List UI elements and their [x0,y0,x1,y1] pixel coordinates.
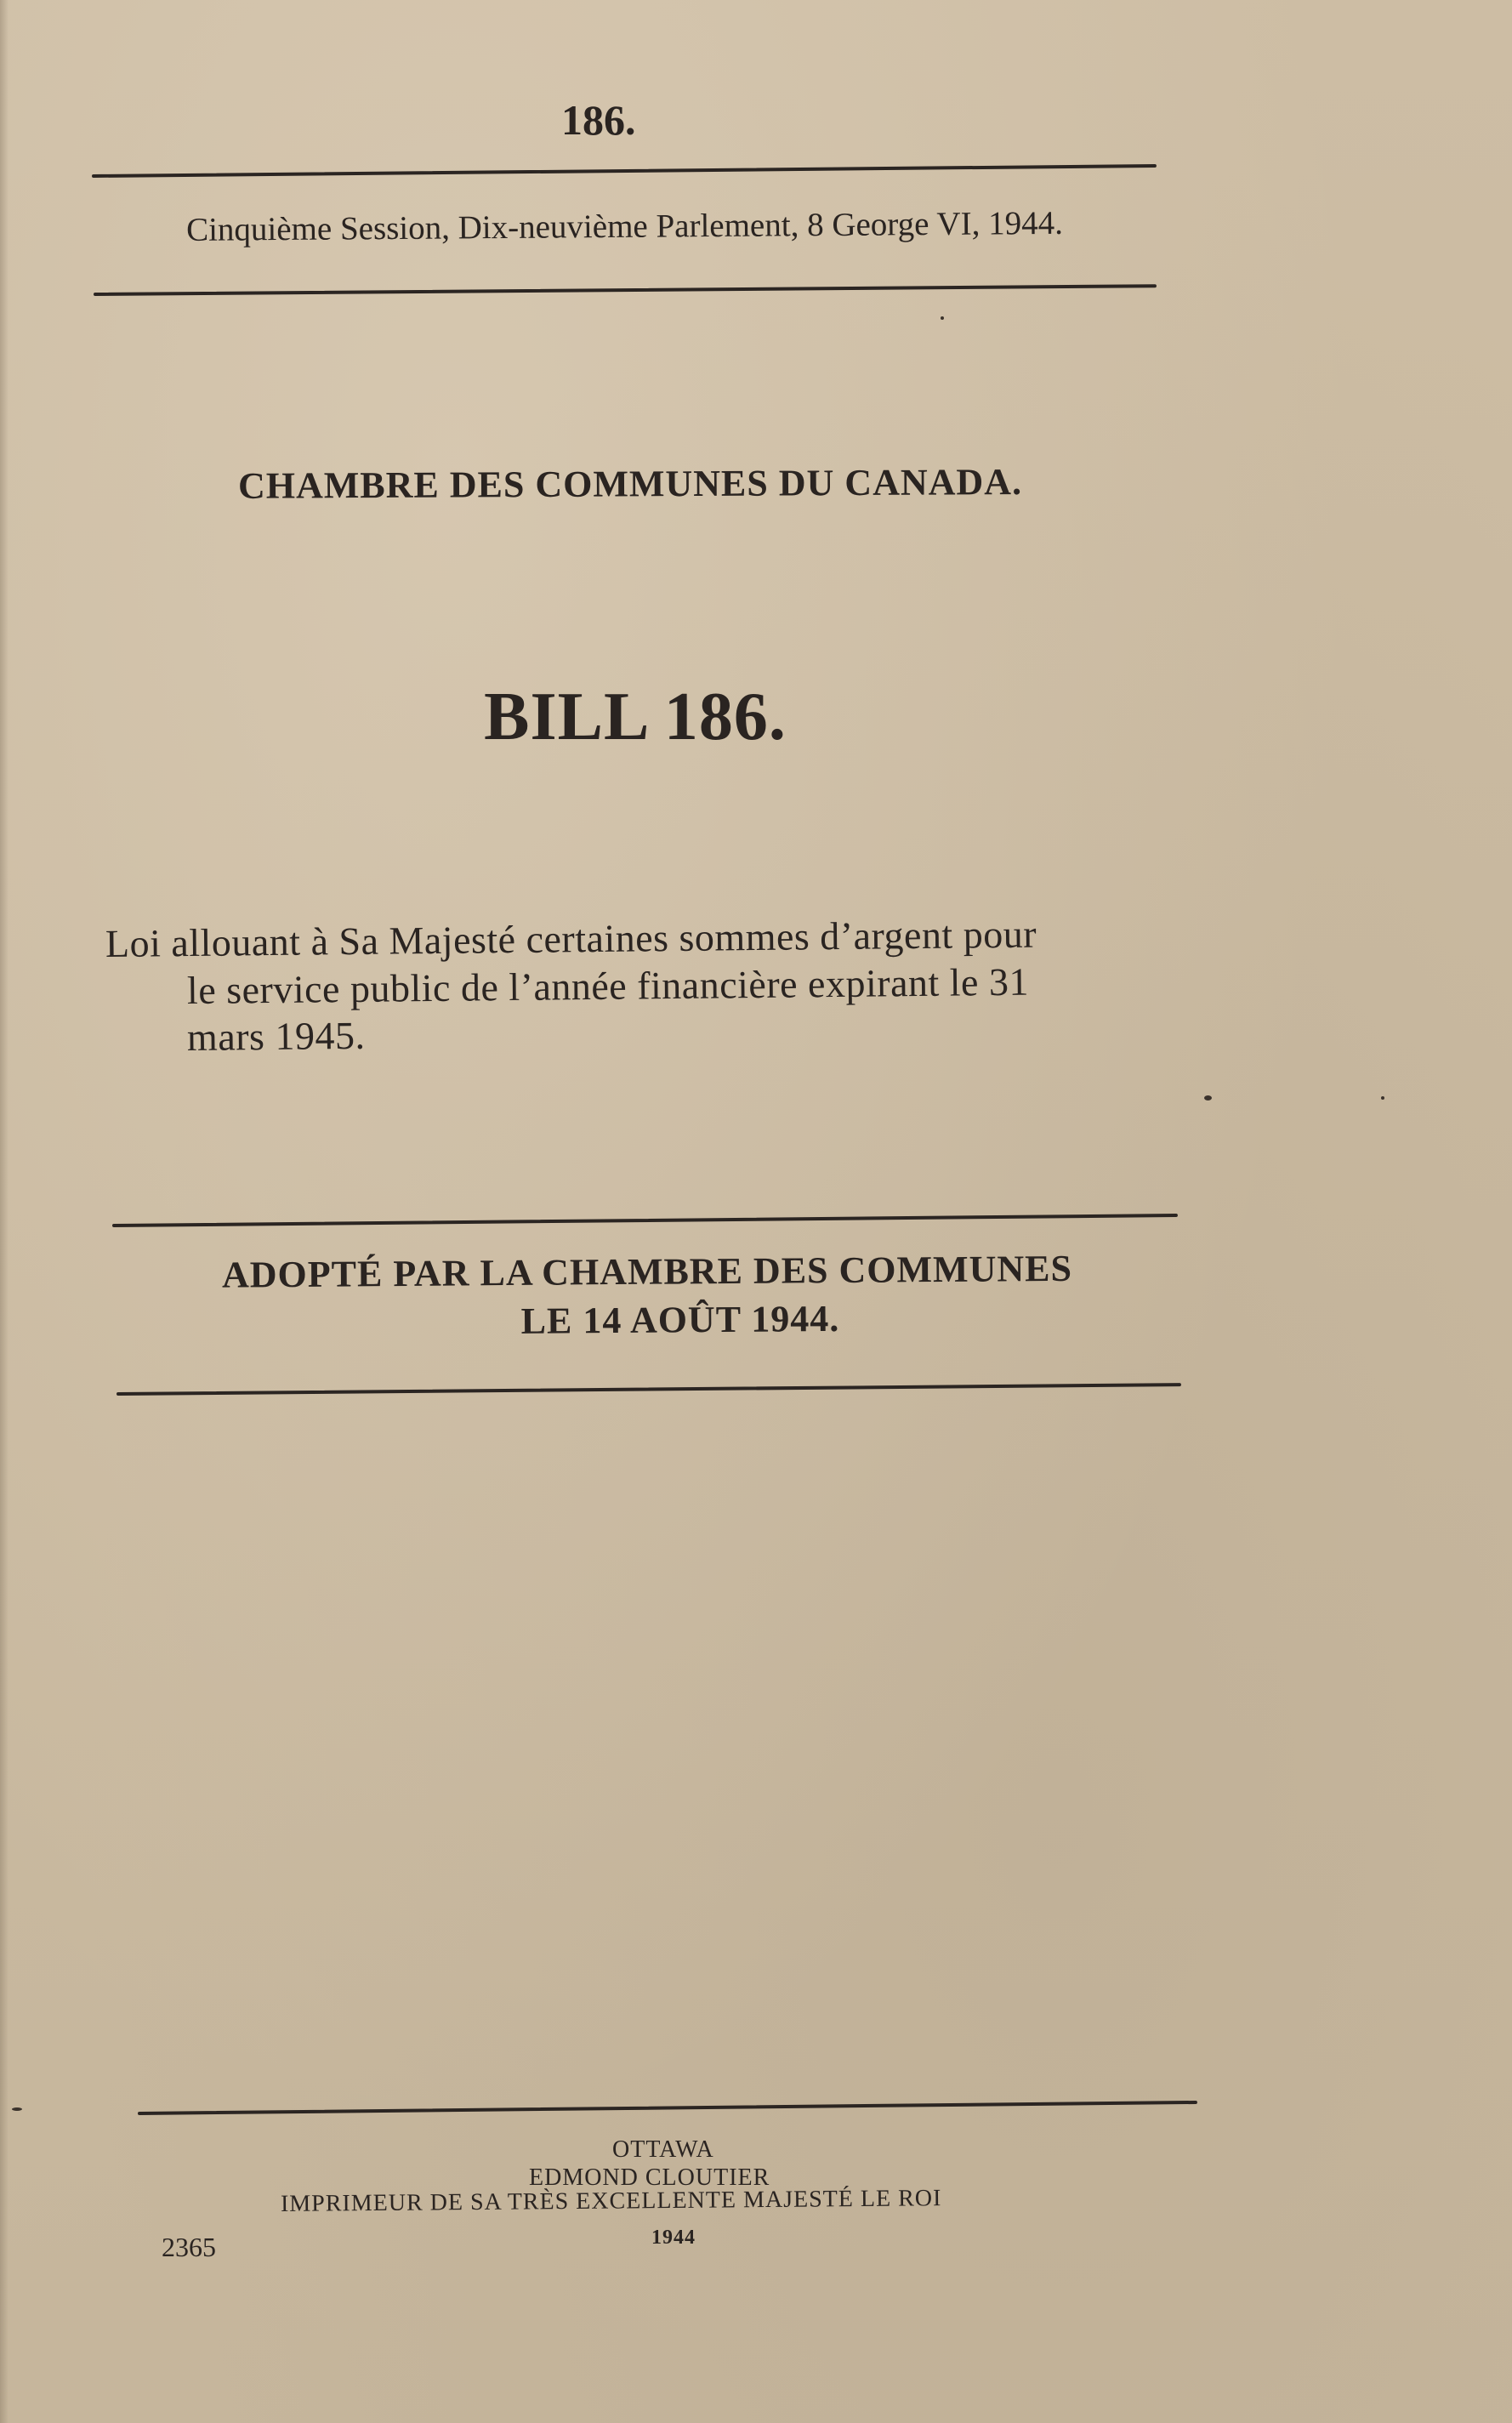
paper-speck [12,2107,22,2111]
page-number: 186. [561,96,636,144]
bill-description-line-2: le service public de l’année financière expirant le 31 [186,959,1030,1012]
passage-top-rule [112,1214,1178,1227]
passage-statement: ADOPTÉ PAR LA CHAMBRE DES COMMUNES [221,1247,1073,1296]
imprint-printer: EDMOND CLOUTIER [529,2164,770,2191]
paper-speck [1204,1095,1212,1101]
passage-bottom-rule [117,1383,1181,1396]
imprint-year: 1944 [651,2227,696,2249]
header-bottom-rule [94,284,1157,296]
house-title: CHAMBRE DES COMMUNES DU CANADA. [237,460,1023,507]
bill-description-line-1: Loi allouant à Sa Majesté certaines sommes d’argent pour [105,912,1037,965]
header-top-rule [92,164,1157,178]
page-edge-shadow [0,0,9,2423]
imprint-rule [138,2101,1197,2115]
imprint-printer-title: IMPRIMEUR DE SA TRÈS EXCELLENTE MAJESTÉ LE ROI [280,2185,942,2217]
paper-speck [941,316,944,320]
bill-title: BILL 186. [484,680,787,754]
imprint-city: OTTAWA [612,2136,714,2163]
passage-date: LE 14 AOÛT 1944. [520,1297,840,1342]
paper-speck [1381,1096,1384,1100]
document-number: 2365 [162,2232,216,2262]
bill-description-line-3: mars 1945. [186,1013,366,1059]
session-line: Cinquième Session, Dix-neuvième Parlement, 8 George VI, 1944. [185,204,1064,248]
